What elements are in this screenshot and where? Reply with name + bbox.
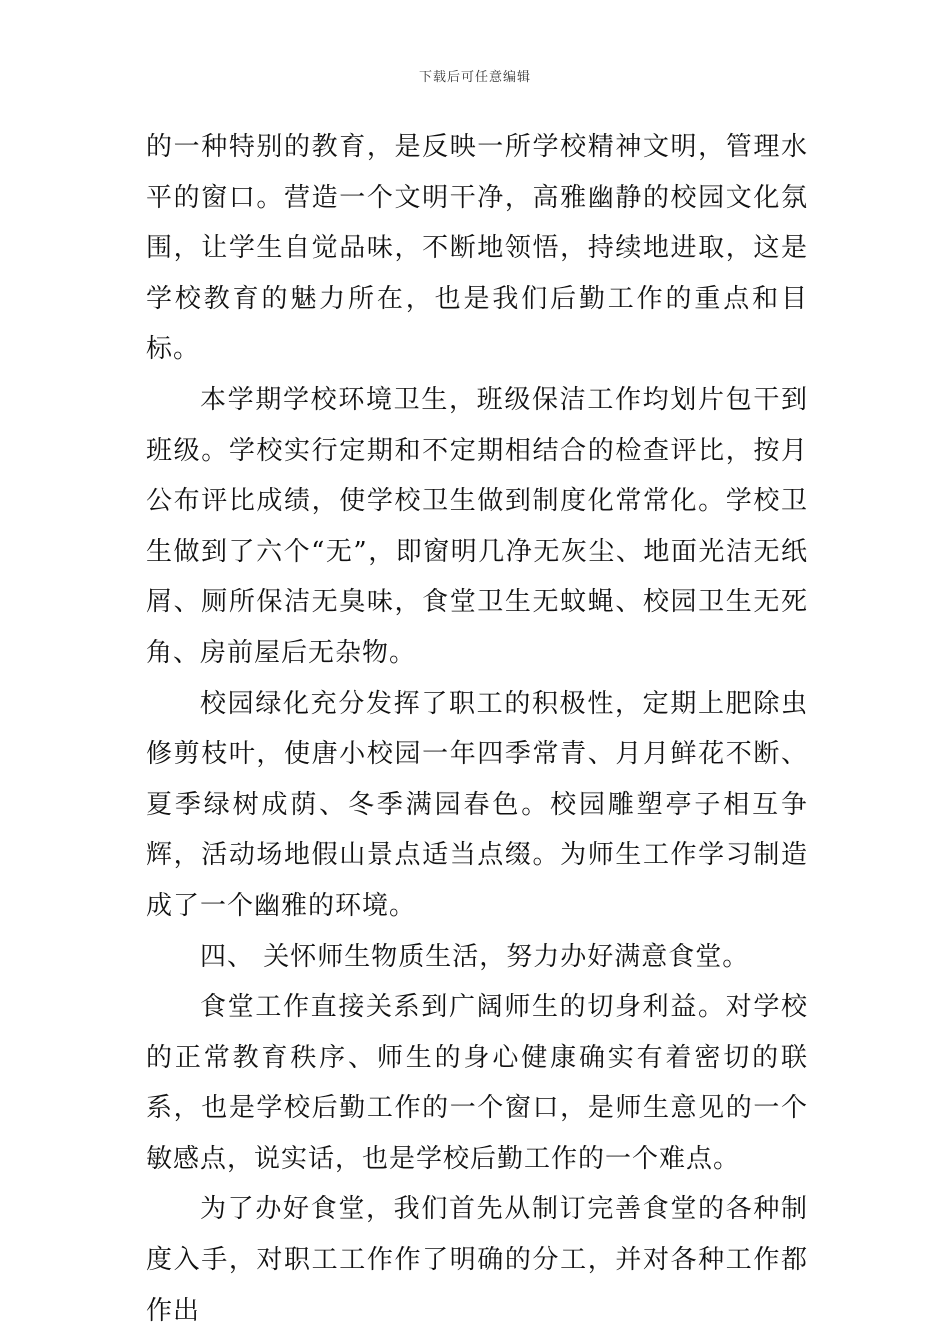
paragraph-canteen-rules: 为了办好食堂，我们首先从制订完善食堂的各种制度入手，对职工工作作了明确的分工，并对各种工作都作出 — [146, 1194, 808, 1326]
paragraph-continued: 的一种特别的教育，是反映一所学校精神文明，管理水平的窗口。营造一个文明干净，高雅幽静的校园文化氛围，让学生自觉品味，不断地领悟，持续地进取，这是学校教育的魅力所在，也是我们后勤工作的重点和目标。 — [146, 132, 808, 365]
section-heading-canteen: 四、 关怀师生物质生活，努力办好满意食堂。 — [200, 941, 750, 972]
document-body — [146, 122, 808, 1336]
paragraph-canteen-importance: 食堂工作直接关系到广阔师生的切身利益。对学校的正常教育秩序、师生的身心健康确实有着密切的联系，也是学校后勤工作的一个窗口，是师生意见的一个敏感点，说实话，也是学校后勤工作的一个难点。 — [146, 992, 808, 1174]
page-header-note: 下载后可任意编辑 — [418, 70, 531, 85]
paragraph-campus-greening: 校园绿化充分发挥了职工的积极性，定期上肥除虫修剪枝叶，使唐小校园一年四季常青、月月鲜花不断、夏季绿树成荫、冬季满园春色。校园雕塑亭子相互争辉，活动场地假山景点适当点缀。为师生工作学习制造成了一个幽雅的环境。 — [146, 688, 808, 921]
paragraph-environment-hygiene: 本学期学校环境卫生，班级保洁工作均划片包干到班级。学校实行定期和不定期相结合的检查评比，按月公布评比成绩，使学校卫生做到制度化常常化。学校卫生做到了六个“无”，即窗明几净无灰尘、地面光洁无纸屑、厕所保洁无臭味，食堂卫生无蚊蝇、校园卫生无死角、房前屋后无杂物。 — [146, 384, 808, 668]
